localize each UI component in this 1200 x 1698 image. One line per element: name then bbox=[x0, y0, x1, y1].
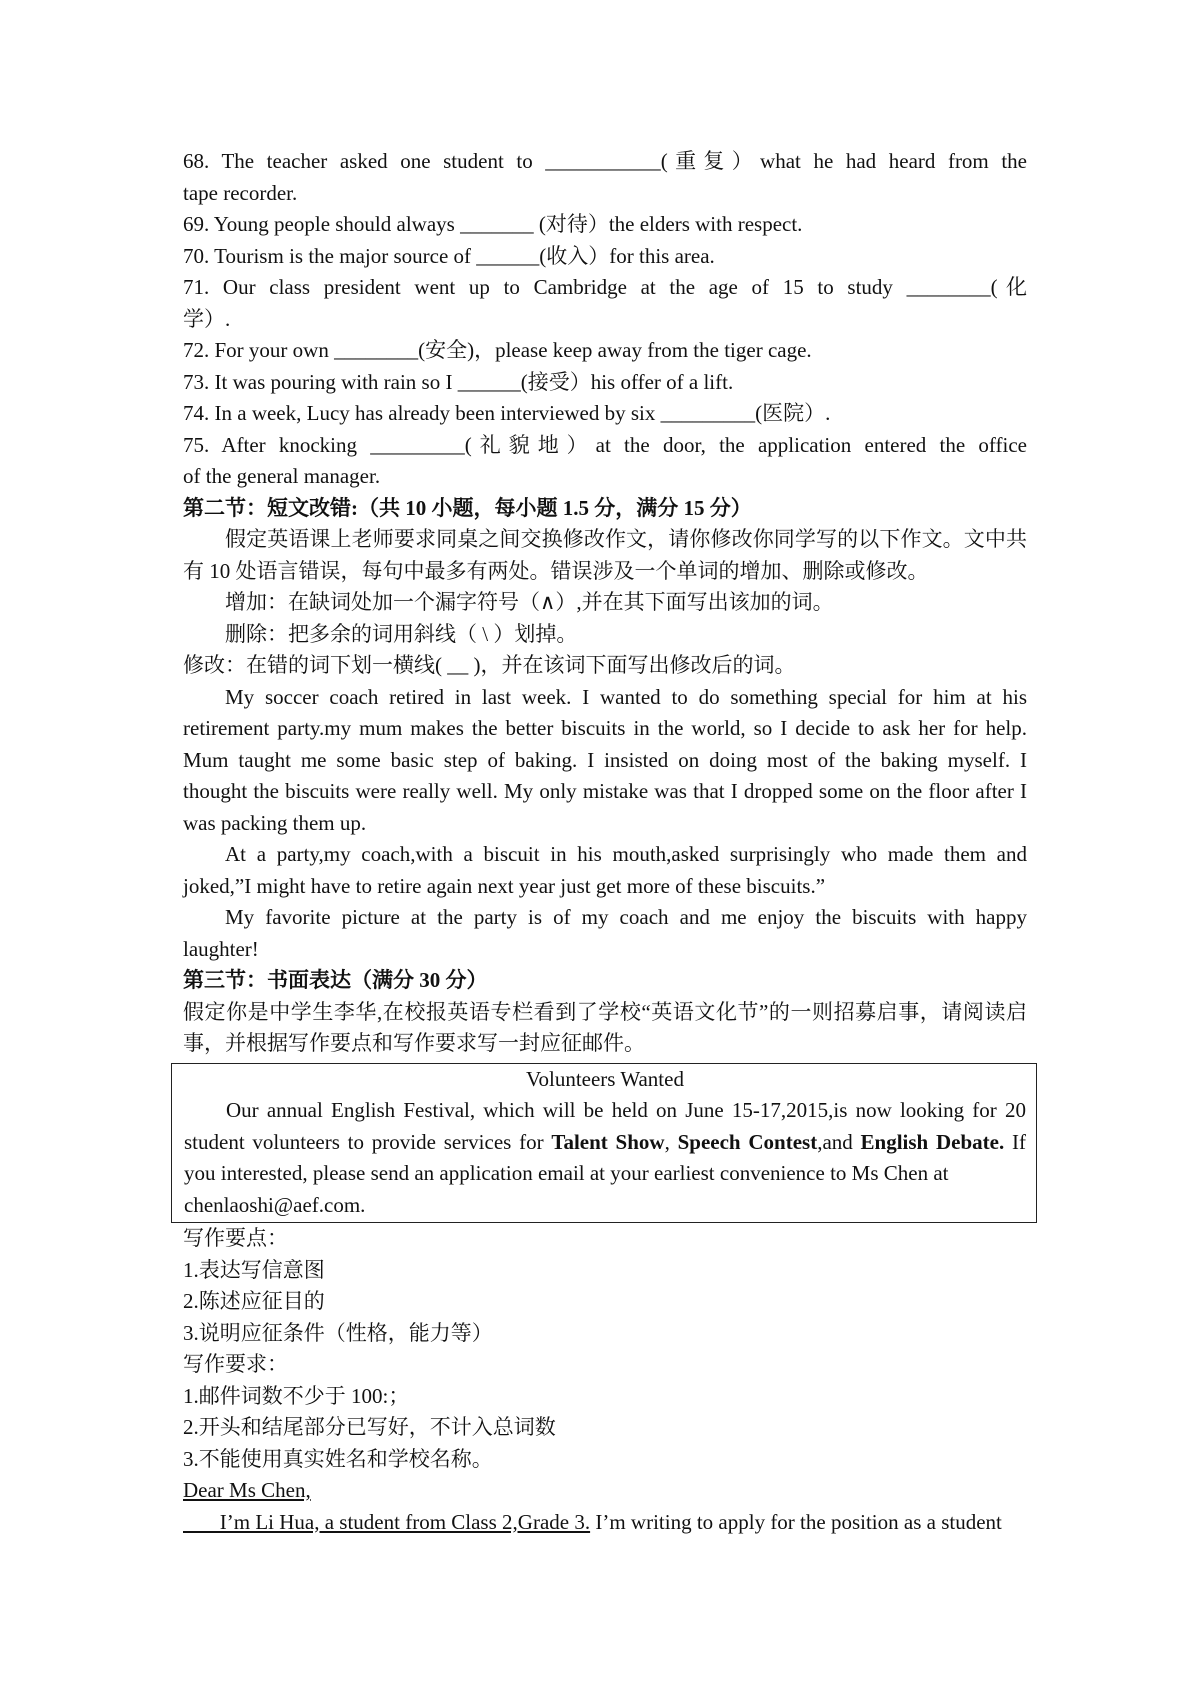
notice-line bbox=[184, 1127, 1026, 1159]
question-71-line1: 71. Our class president went up to Cambridge at the age of 15 to study ________(化 bbox=[183, 275, 1027, 299]
passage-line: joked,”I might have to retire again next year just get more of these biscuits.” bbox=[183, 873, 826, 898]
question-73: 73. It was pouring with rain so I ______(接受）his offer of a lift. bbox=[183, 369, 734, 394]
volunteer-notice-box bbox=[171, 1063, 1037, 1224]
passage-line: thought the biscuits were really well. My only mistake was that I dropped some on the floor after I bbox=[183, 779, 1027, 803]
question-75-line2: of the general manager. bbox=[183, 464, 381, 488]
notice-text: If bbox=[1004, 1129, 1027, 1154]
notice-text: , bbox=[664, 1129, 678, 1154]
notice-line: you interested, please send an application email at your earliest convenience to Ms Chen at bbox=[184, 1161, 949, 1185]
notice-text: ,and bbox=[817, 1129, 861, 1154]
notice-speech-contest: Speech Contest bbox=[677, 1129, 818, 1154]
passage-line: retirement party.my mum makes the better biscuits in the world, so I decide to ask her for help. bbox=[183, 716, 1027, 740]
instruction-delete: 删除：把多余的词用斜线（ \ ）划掉。 bbox=[225, 621, 578, 646]
writing-points-title: 写作要点： bbox=[183, 1226, 288, 1250]
writing-intro-line2: 事，并根据写作要点和写作要求写一封应征邮件。 bbox=[183, 1031, 645, 1055]
question-68-line2: tape recorder. bbox=[183, 180, 298, 205]
notice-talent-show: Talent Show bbox=[551, 1129, 665, 1154]
passage-line: My soccer coach retired in last week. I wanted to do something special for him at his bbox=[225, 684, 1027, 709]
writing-requirement: 2.开头和结尾部分已写好，不计入总词数 bbox=[183, 1415, 556, 1439]
notice-line: Our annual English Festival, which will be held on June 15-17,2015,is now looking for 20 bbox=[226, 1098, 1026, 1122]
question-69: 69. Young people should always _______ (对待）the elders with respect. bbox=[183, 212, 803, 236]
passage-paragraph-1 bbox=[183, 682, 1027, 840]
question-72: 72. For your own ________(安全)，please keep away from the tiger cage. bbox=[183, 338, 812, 362]
passage-line: At a party,my coach,with a biscuit in his mouth,asked surprisingly who made them and bbox=[225, 842, 1027, 866]
section2-heading: 第二节：短文改错:（共 10 小题，每小题 1.5 分，满分 15 分） bbox=[183, 495, 752, 520]
passage-line: was packing them up. bbox=[183, 810, 367, 835]
passage-paragraph-2 bbox=[183, 839, 1027, 902]
instruction-line1: 假定英语课上老师要求同桌之间交换修改作文，请你修改你同学写的以下作文。文中共 bbox=[225, 527, 1027, 551]
writing-section bbox=[183, 965, 1027, 1538]
passage-line: My favorite picture at the party is of my coach and me enjoy the biscuits with happy bbox=[225, 905, 1027, 929]
notice-english-debate: English Debate. bbox=[860, 1129, 1005, 1154]
question-70: 70. Tourism is the major source of ______(收入）for this area. bbox=[183, 243, 715, 268]
question-74: 74. In a week, Lucy has already been interviewed by six _________(医院）. bbox=[183, 401, 831, 425]
writing-point: 2.陈述应征目的 bbox=[183, 1289, 325, 1313]
instruction-add: 增加：在缺词处加一个漏字符号（∧）,并在其下面写出该加的词。 bbox=[225, 590, 834, 614]
fill-in-section bbox=[183, 146, 1027, 493]
passage-line: laughter! bbox=[183, 936, 259, 961]
question-71-line2: 学）. bbox=[183, 306, 231, 331]
section3-heading: 第三节：书面表达（满分 30 分） bbox=[183, 968, 488, 992]
notice-email: chenlaoshi@aef.com. bbox=[184, 1192, 366, 1217]
instruction-modify: 修改：在错的词下划一横线( __ )，并在该词下面写出修改后的词。 bbox=[183, 653, 796, 677]
writing-intro-line1: 假定你是中学生李华,在校报英语专栏看到了学校“英语文化节”的一则招募启事，请阅读启 bbox=[183, 999, 1027, 1024]
writing-point: 3.说明应征条件（性格，能力等） bbox=[183, 1320, 493, 1345]
letter-opening bbox=[183, 1507, 1027, 1539]
writing-requirements-title: 写作要求： bbox=[183, 1352, 288, 1376]
notice-text: student volunteers to provide services for bbox=[184, 1129, 552, 1154]
letter-opening-underlined: I’m Li Hua, a student from Class 2,Grade 3. bbox=[183, 1509, 591, 1534]
question-68-line1: 68. The teacher asked one student to ___________(重复）what he had heard from the bbox=[183, 149, 1027, 173]
instruction-line2: 有 10 处语言错误，每句中最多有两处。错误涉及一个单词的增加、删除或修改。 bbox=[183, 558, 929, 583]
letter-greeting: Dear Ms Chen, bbox=[183, 1478, 311, 1502]
error-correction-section bbox=[183, 493, 1027, 966]
writing-requirement: 1.邮件词数不少于 100:； bbox=[183, 1383, 410, 1408]
page-content bbox=[183, 146, 1027, 1538]
notice-title: Volunteers Wanted bbox=[526, 1066, 684, 1091]
passage-line: Mum taught me some basic step of baking. I insisted on doing most of the baking myself. I bbox=[183, 747, 1027, 772]
writing-point: 1.表达写信意图 bbox=[183, 1257, 325, 1282]
passage-paragraph-3 bbox=[183, 902, 1027, 965]
letter-opening-rest: I’m writing to apply for the position as a student bbox=[590, 1509, 1002, 1534]
writing-requirement: 3.不能使用真实姓名和学校名称。 bbox=[183, 1446, 493, 1471]
question-75-line1: 75. After knocking _________(礼貌地）at the door, the application entered the office bbox=[183, 432, 1027, 457]
